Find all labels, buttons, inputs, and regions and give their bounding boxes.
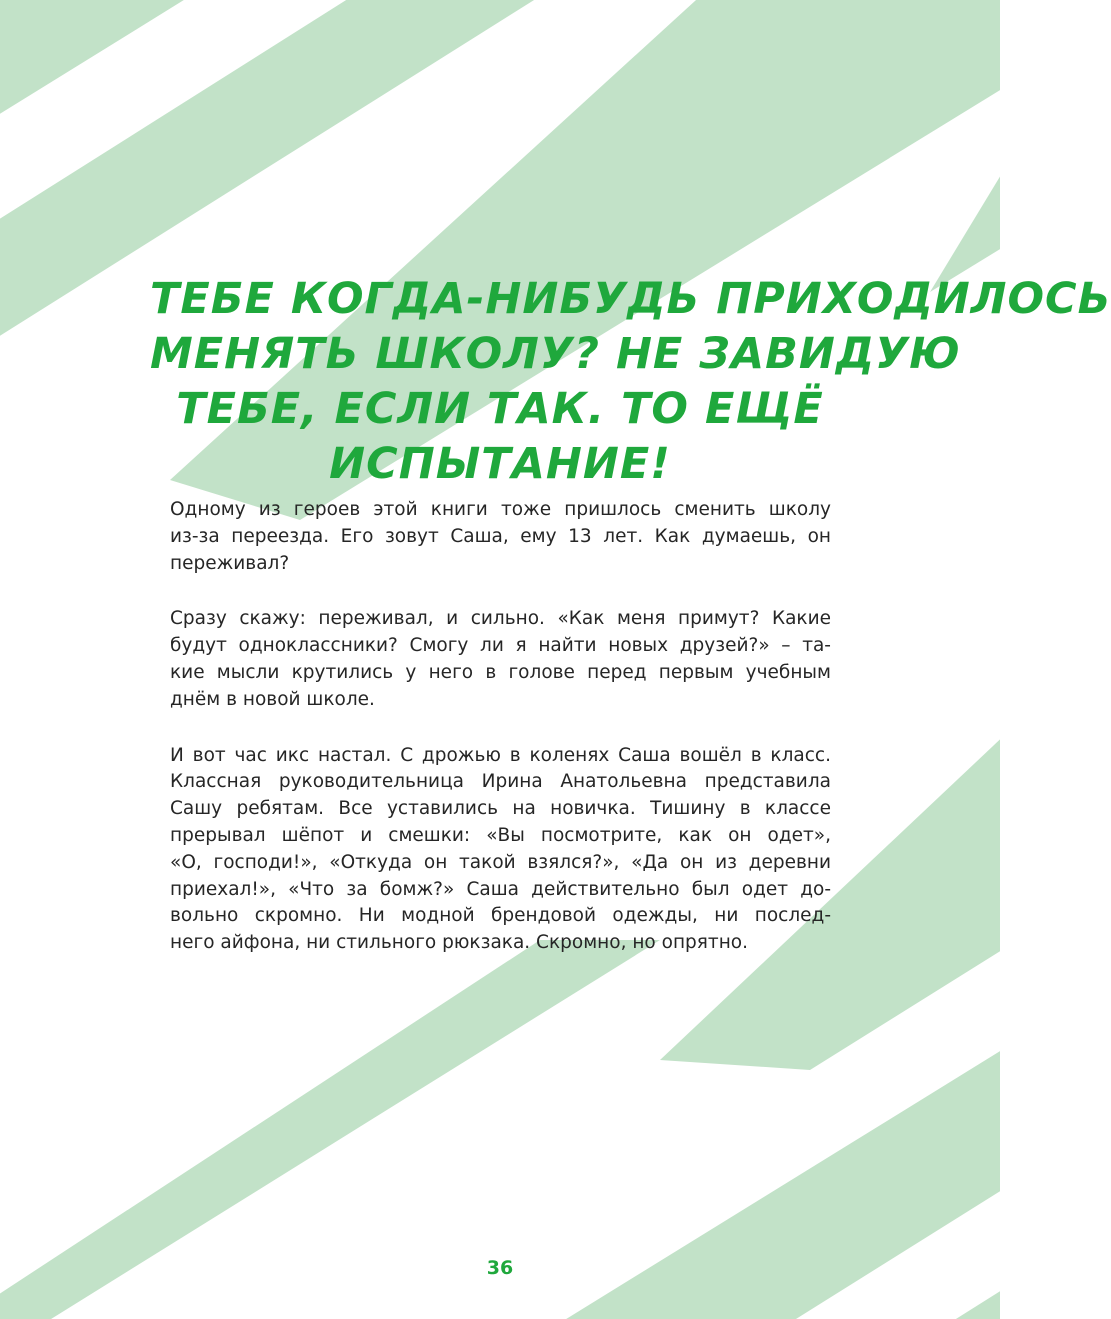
text-line: него айфона, ни стильного рюкзака. Скромно, но опрятно. — [170, 932, 748, 954]
text-line: будут одноклассники? Смогу ли я найти новых друзей?» – та- — [170, 635, 831, 657]
heading-line: МЕНЯТЬ ШКОЛУ? НЕ ЗАВИДУЮ — [150, 329, 961, 379]
text-line: Сразу скажу: переживал, и сильно. «Как меня примут? Какие — [170, 608, 831, 630]
text-line: переживал? — [170, 552, 290, 574]
page-heading — [150, 272, 1111, 492]
text-line: из-за переезда. Его зовут Саша, ему 13 лет. Как думаешь, он — [170, 525, 831, 547]
heading-line: ТЕБЕ КОГДА-НИБУДЬ ПРИХОДИЛОСЬ — [150, 274, 1111, 324]
text-line: Одному из героев этой книги тоже пришлось сменить школу — [170, 499, 831, 520]
paragraph-2 — [170, 606, 831, 713]
body-text — [170, 497, 831, 986]
heading-line: ТЕБЕ, ЕСЛИ ТАК. ТО ЕЩЁ — [176, 384, 824, 434]
text-line: И вот час икс настал. С дрожью в коленях Саша вошёл в класс. — [170, 744, 831, 766]
text-line: Сашу ребятам. Все уставились на новичка. Тишину в классе — [170, 798, 831, 820]
text-line: Классная руководительница Ирина Анатольевна представила — [170, 771, 831, 793]
heading-line: ИСПЫТАНИЕ! — [329, 439, 671, 489]
text-line: днём в новой школе. — [170, 688, 375, 710]
text-line: кие мысли крутились у него в голове перед первым учебным — [170, 661, 831, 683]
text-line: прерывал шёпот и смешки: «Вы посмотрите, как он одет», — [170, 824, 831, 846]
paragraph-1 — [170, 497, 831, 577]
page-number: 36 — [486, 1257, 514, 1279]
text-line: «О, господи!», «Откуда он такой взялся?», «Да он из деревни — [170, 851, 831, 873]
text-line: вольно скромно. Ни модной брендовой одежды, ни послед- — [170, 905, 831, 927]
paragraph-3 — [170, 743, 831, 957]
text-line: приехал!», «Что за бомж?» Саша действительно был одет до- — [170, 878, 831, 900]
